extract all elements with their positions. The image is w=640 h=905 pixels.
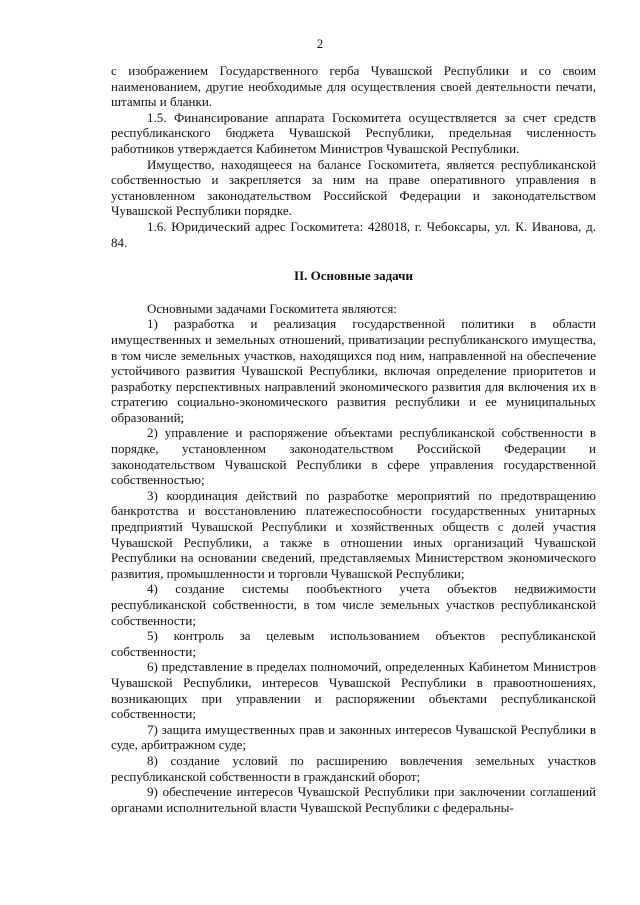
list-item-4: 4) создание системы пообъектного учета объектов недвижимости республиканской собственности, в том числе земельных участков республиканской собственности; — [111, 581, 596, 628]
list-item-7: 7) защита имущественных прав и законных интересов Чувашской Республики в суде, арбитражном суде; — [111, 721, 596, 753]
list-item-8: 8) создание условий по расширению вовлечения земельных участков республиканской собственности в гражданский оборот; — [111, 752, 596, 784]
document-body — [111, 63, 596, 815]
section-title: II. Основные задачи — [294, 268, 413, 284]
list-item-1: 1) разработка и реализация государственной политики в области имущественных и земельных отношений, приватизации республиканского имущества, в том числе земельных участков, находящихся под ним, направленной на обеспечение устойчивого развития Чувашской Республики, включая определение приоритетов и разработку перспективных направлений экономического развития для включения их в стратегию социально-экономического развития республики и ее муниципальных образований; — [111, 316, 596, 425]
section-intro: Основными задачами Госкомитета являются: — [147, 300, 397, 316]
page-number: 2 — [316, 36, 324, 51]
paragraph-continuation: с изображением Государственного герба Чувашской Республики и со своим наименованием, другие необходимые для осуществления своей деятельности печати, штампы и бланки. — [111, 63, 596, 110]
list-item-5: 5) контроль за целевым использованием объектов республиканской собственности; — [111, 628, 596, 659]
paragraph-1-5: 1.5. Финансирование аппарата Госкомитета осуществляется за счет средств республиканского бюджета Чувашской Республики, предельная численность работников утверждается Кабинетом Министров Чувашской Республики. — [111, 109, 596, 156]
list-item-3: 3) координация действий по разработке мероприятий по предотвращению банкротства и восстановлению платежеспособности государственных унитарных предприятий Чувашской Республики и хозяйственных обществ с долей участия Чувашской Республики, а также в отношении иных организаций Чувашской Республики на основании сведений, представляемых Министерством экономического развития, промышленности и торговли Чувашской Республики; — [111, 487, 596, 581]
list-item-2: 2) управление и распоряжение объектами республиканской собственности в порядке, установленном законодательством Российской Федерации и законодательством Чувашской Республики в сфере управления государственной собственностью; — [111, 425, 596, 488]
list-item-6: 6) представление в пределах полномочий, определенных Кабинетом Министров Чувашской Республики, интересов Чувашской Республики в правоотношениях, возникающих при управлении и распоряжении объектами республиканской собственности; — [111, 659, 596, 722]
paragraph-property: Имущество, находящееся на балансе Госкомитета, является республиканской собственностью и закрепляется за ним на праве оперативного управления в установленном законодательством Российской Федерации и законодательством Чувашской Республики порядке. — [111, 156, 596, 219]
list-item-9: 9) обеспечение интересов Чувашской Республики при заключении соглашений органами исполнительной власти Чувашской Республики с федеральны- — [111, 784, 596, 815]
paragraph-1-6: 1.6. Юридический адрес Госкомитета: 428018, г. Чебоксары, ул. К. Иванова, д. 84. — [111, 218, 596, 250]
